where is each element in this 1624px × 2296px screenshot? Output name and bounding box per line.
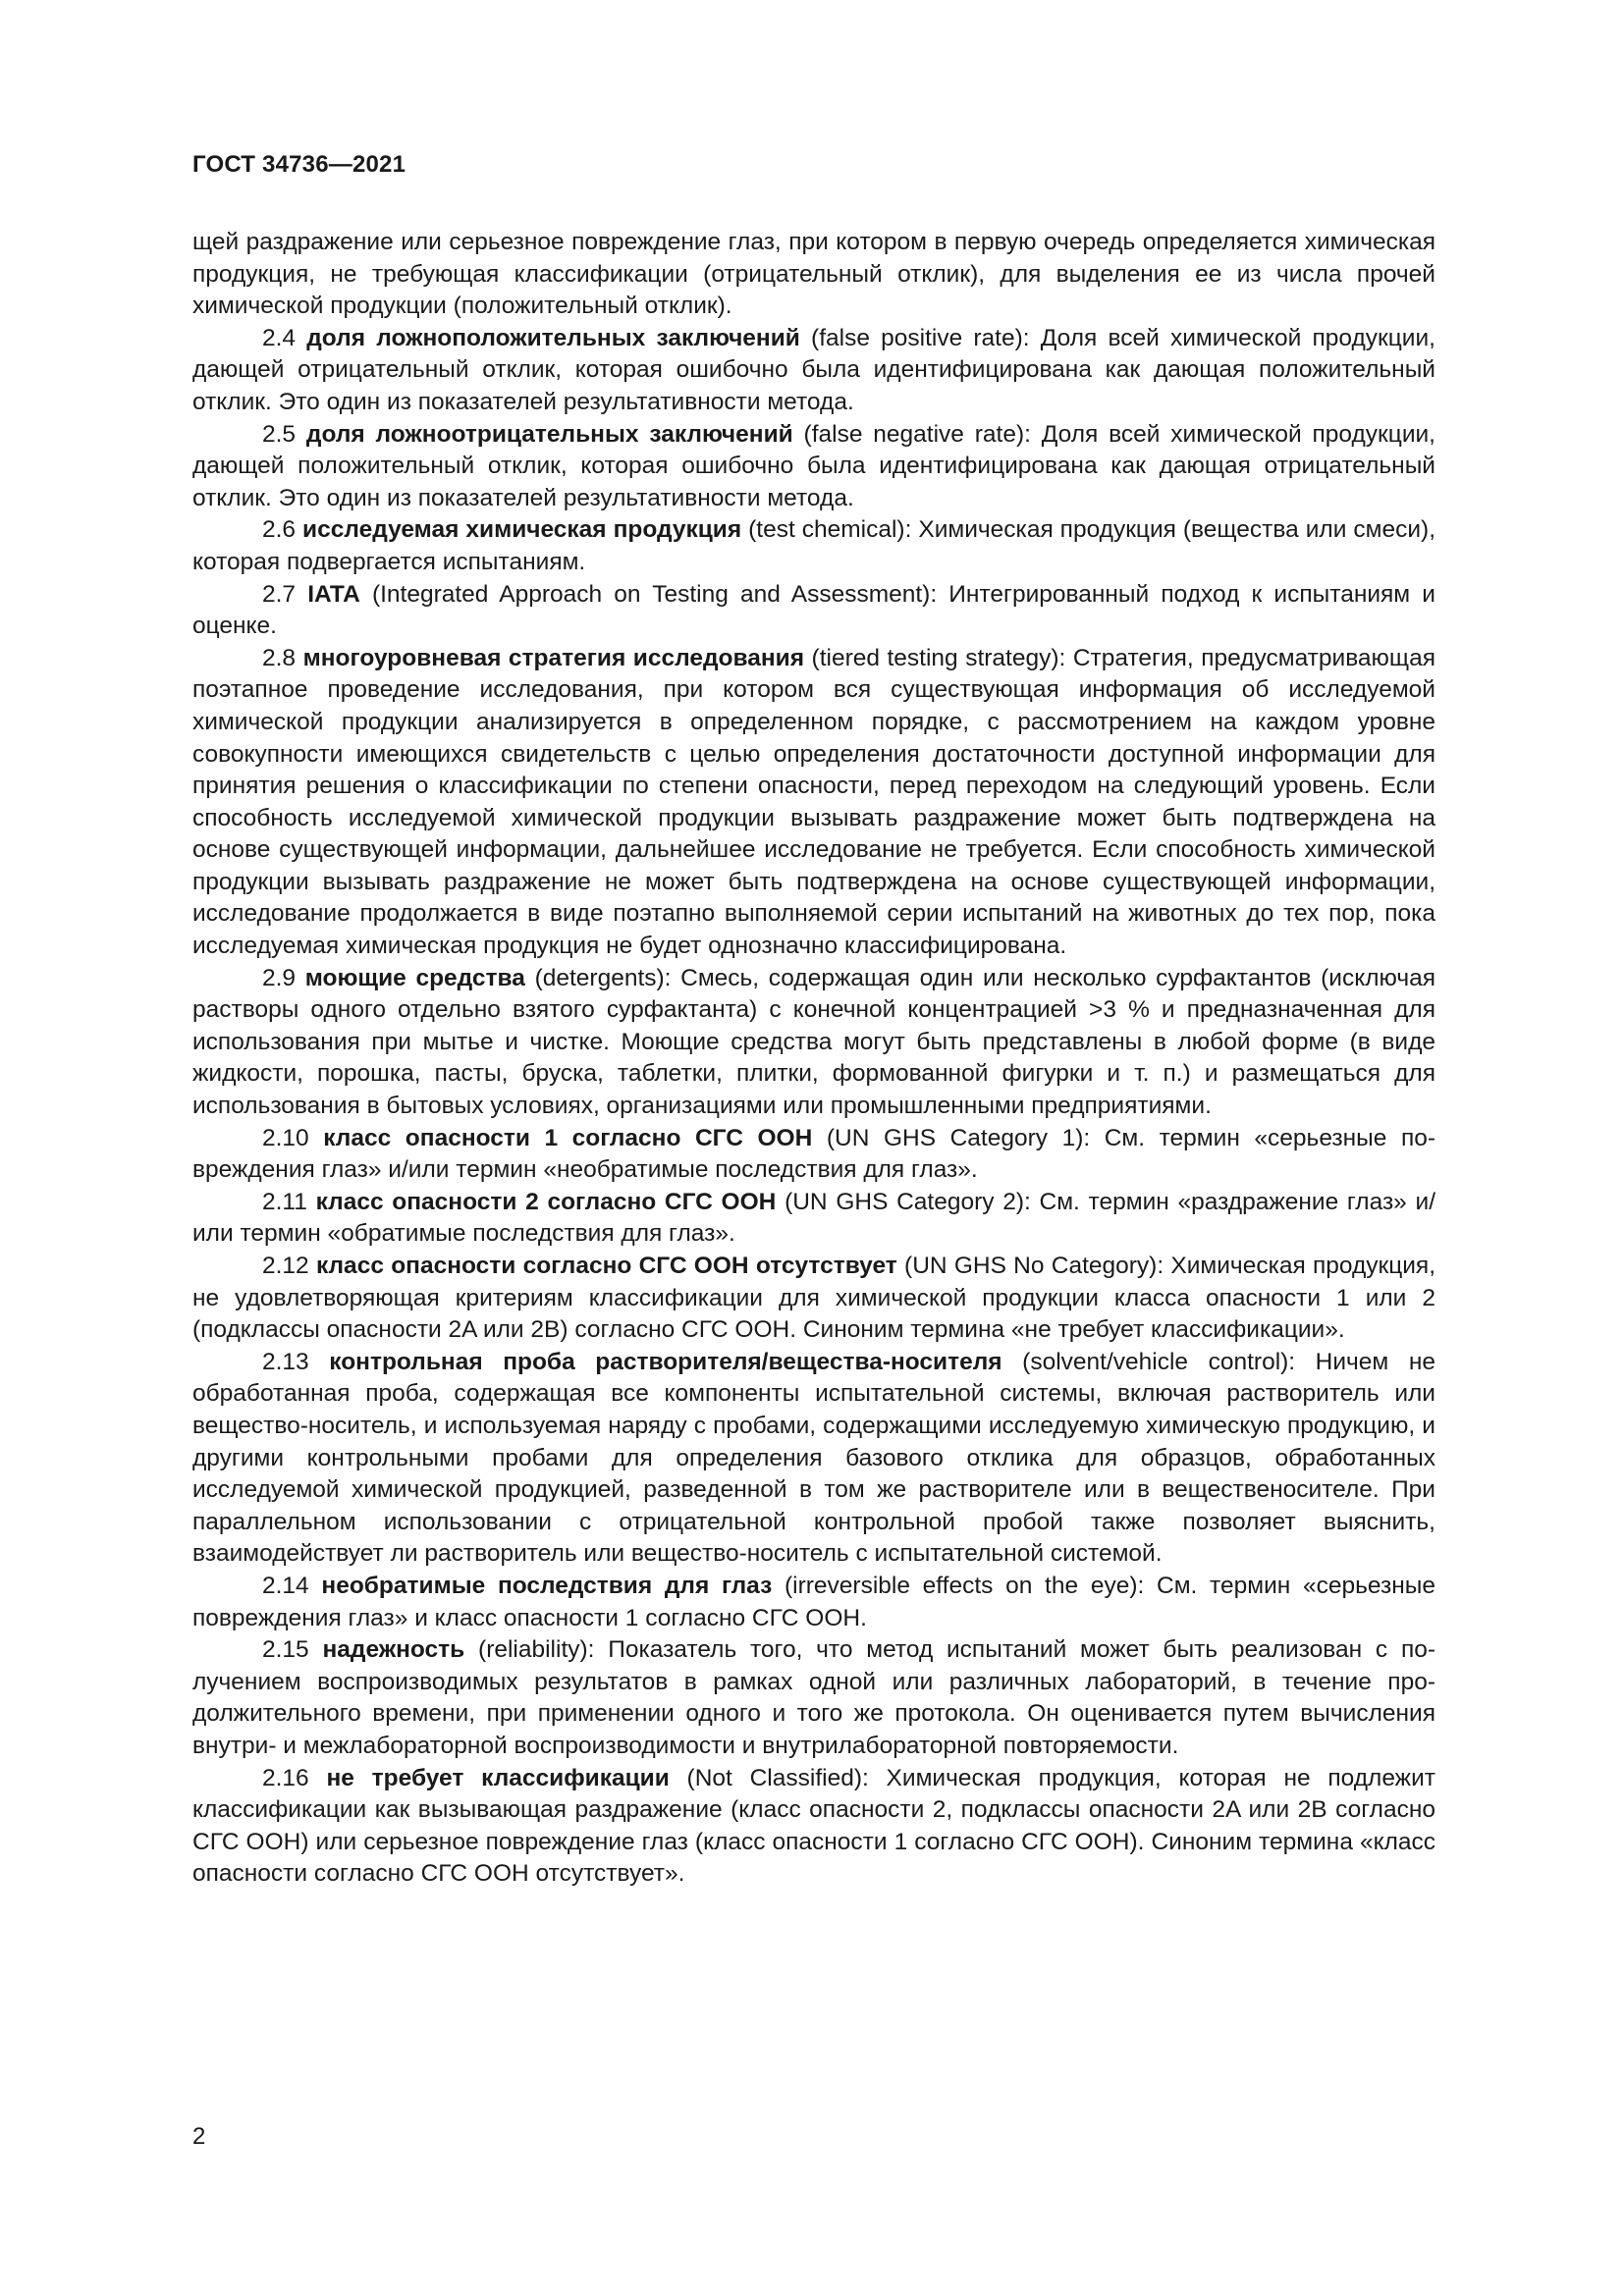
term-number: 2.15 [262,1636,309,1664]
page-number: 2 [192,2123,206,2150]
term-2-14 [192,1571,1435,1634]
term-2-6 [192,514,1435,578]
term-definition: (detergents): Смесь, содержащая один или несколько сурфактантов (исключая растворы одного отдельно взятого сурфактанта) с конечной концентрацией >3 % и предназначенная для использования при мытье и чистке. Моющие средства могут быть представлены в любой форме (в виде жидкости, порошка, пасты, бруска, таблетки, плитки, формованной фигурки и т. п.) и размещаться для использования в бытовых условиях, организациями или промышленными предприятиями. [192,964,1435,1120]
term-2-11 [192,1187,1435,1251]
term-definition: (irreversible effects on the eye): См. термин «серьезные повреждения глаз» и класс опасности 1 согласно СГС ООН. [192,1572,1436,1631]
term-number: 2.16 [262,1764,309,1791]
term-number: 2.14 [262,1572,309,1599]
standard-code-header: ГОСТ 34736—2021 [192,151,406,178]
term-number: 2.6 [262,516,297,544]
term-definition: (Integrated Approach on Testing and Assessment): Интегрированный подход к испытаниям и оценке. [192,580,1435,640]
term-title: класс опасности 1 согласно СГС ООН [323,1124,813,1151]
term-number: 2.11 [262,1188,307,1215]
term-title: класс опасности 2 согласно СГС ООН [315,1188,777,1215]
term-2-16 [192,1763,1435,1891]
term-number: 2.8 [262,644,297,671]
term-title: класс опасности согласно СГС ООН отсутствует [315,1253,897,1279]
term-title: многоуровневая стратегия исследования [302,644,805,671]
term-2-8 [192,643,1435,963]
term-number: 2.4 [262,324,297,351]
term-definition: (reliability): Показатель того, что метод испытаний может быть реализован с получением воспроизводимых результатов в рамках одной или различных лабораторий, в течение продолжительного времени, при применении одного и того же протокола. Он оценивается путем вычисления внутри- и межлабораторной воспроизводимости и внутрилабораторной повторяемости. [192,1636,1436,1759]
term-number: 2.5 [262,420,297,448]
term-number: 2.12 [262,1253,309,1279]
term-definition: (UN GHS No Category): Химическая продукция, не удовлетворяющая критериям классификации для химической продукции класса опасности 1 или 2 (подклассы опасности 2A или 2B) согласно СГС ООН. Синоним термина «не требует классификации». [192,1253,1436,1344]
term-title: надежность [322,1636,465,1664]
term-definition: (Not Classified): Химическая продукция, которая не подлежит классификации как вызывающая раздражение (класс опасности 2, подклассы опасности 2A или 2B согласно СГС ООН) или серьезное повреждение глаз (класс опасности 1 согласно СГС ООН). Синоним термина «класс опасности согласно СГС ООН отсутствует». [192,1764,1435,1888]
term-title: необратимые последствия для глаз [321,1572,773,1599]
term-definition: (false negative rate): Доля всей химической продукции, дающей положительный отклик, которая ошибочно была идентифицирована как дающая отрицательный отклик. Это один из показателей результативности метода. [192,420,1435,511]
term-title: исследуемая химическая продукция [302,516,742,544]
term-title: не требует классификации [326,1764,670,1791]
document-body [192,227,1435,1891]
term-title: контрольная проба растворителя/вещества-носителя [329,1348,1002,1375]
continuation-paragraph: щей раздражение или серьезное повреждение глаз, при котором в первую очередь определяется химическая продукция, не требующая классификации (отрицательный отклик), для выделения ее из числа прочей химической продукции (положительный отклик). [192,229,1435,320]
term-2-5 [192,419,1435,515]
term-definition: (UN GHS Category 1): См. термин «серьезные повреждения глаз» и/или термин «необратимые последствия для глаз». [192,1124,1436,1184]
term-number: 2.7 [262,580,297,608]
term-title: доля ложноотрицательных заключений [305,420,793,448]
term-number: 2.13 [262,1348,309,1375]
term-number: 2.10 [262,1124,309,1151]
term-definition: (UN GHS Category 2): См. термин «раздражение глаз» и/или термин «обратимые последствия для глаз». [192,1188,1436,1248]
term-title: моющие средства [304,964,525,991]
term-definition: (tiered testing strategy): Стратегия, предусматривающая поэтапное проведение исследования, при котором вся существующая информация об исследуемой химической продукции анализируется в определенном порядке, с рассмотрением на каждом уровне совокупности имеющихся свидетельств с целью определения достаточности доступной информации для принятия решения о классификации по степени опасности, перед переходом на следующий уровень. Если способность исследуемой химической продукции вызывать раздражение может быть подтверждена на основе существующей информации, дальнейшее исследование не требуется. Если способность химической продукции вызывать раздражение не может быть подтверждена на основе существующей информации, исследование продолжается в виде поэтапно выполняемой серии испытаний на животных до тех пор, пока исследуемая химическая продукция не будет однозначно классифицирована. [192,644,1435,960]
term-2-7 [192,579,1435,643]
term-number: 2.9 [262,964,297,991]
term-2-4 [192,323,1435,419]
term-definition: (test chemical): Химическая продукция (вещества или смеси), которая подвергается испытаниям. [192,516,1435,575]
term-2-10 [192,1123,1435,1187]
term-2-9 [192,963,1435,1123]
term-title: доля ложноположительных заключений [306,324,800,351]
term-definition: (solvent/vehicle control): Ничем не обработанная проба, содержащая все компоненты испытательной системы, включая растворитель или вещество-носитель, и используемая наряду с пробами, содержащими исследуемую химическую продукцию, и другими контрольными пробами для определения базового отклика для образцов, обработанных исследуемой химической продукцией, разведенной в том же растворителе или в вещественосителе. При параллельном использовании с отрицательной контрольной пробой также позволяет выяснить, взаимодействует ли растворитель или вещество-носитель с испытательной системой. [192,1348,1436,1568]
term-title: IATA [307,580,360,608]
term-definition: (false positive rate): Доля всей химической продукции, дающей отрицательный отклик, которая ошибочно была идентифицирована как дающая положительный отклик. Это один из показателей результативности метода. [192,324,1435,415]
term-2-13 [192,1347,1435,1571]
term-2-15 [192,1634,1435,1762]
term-2-12 [192,1251,1435,1347]
